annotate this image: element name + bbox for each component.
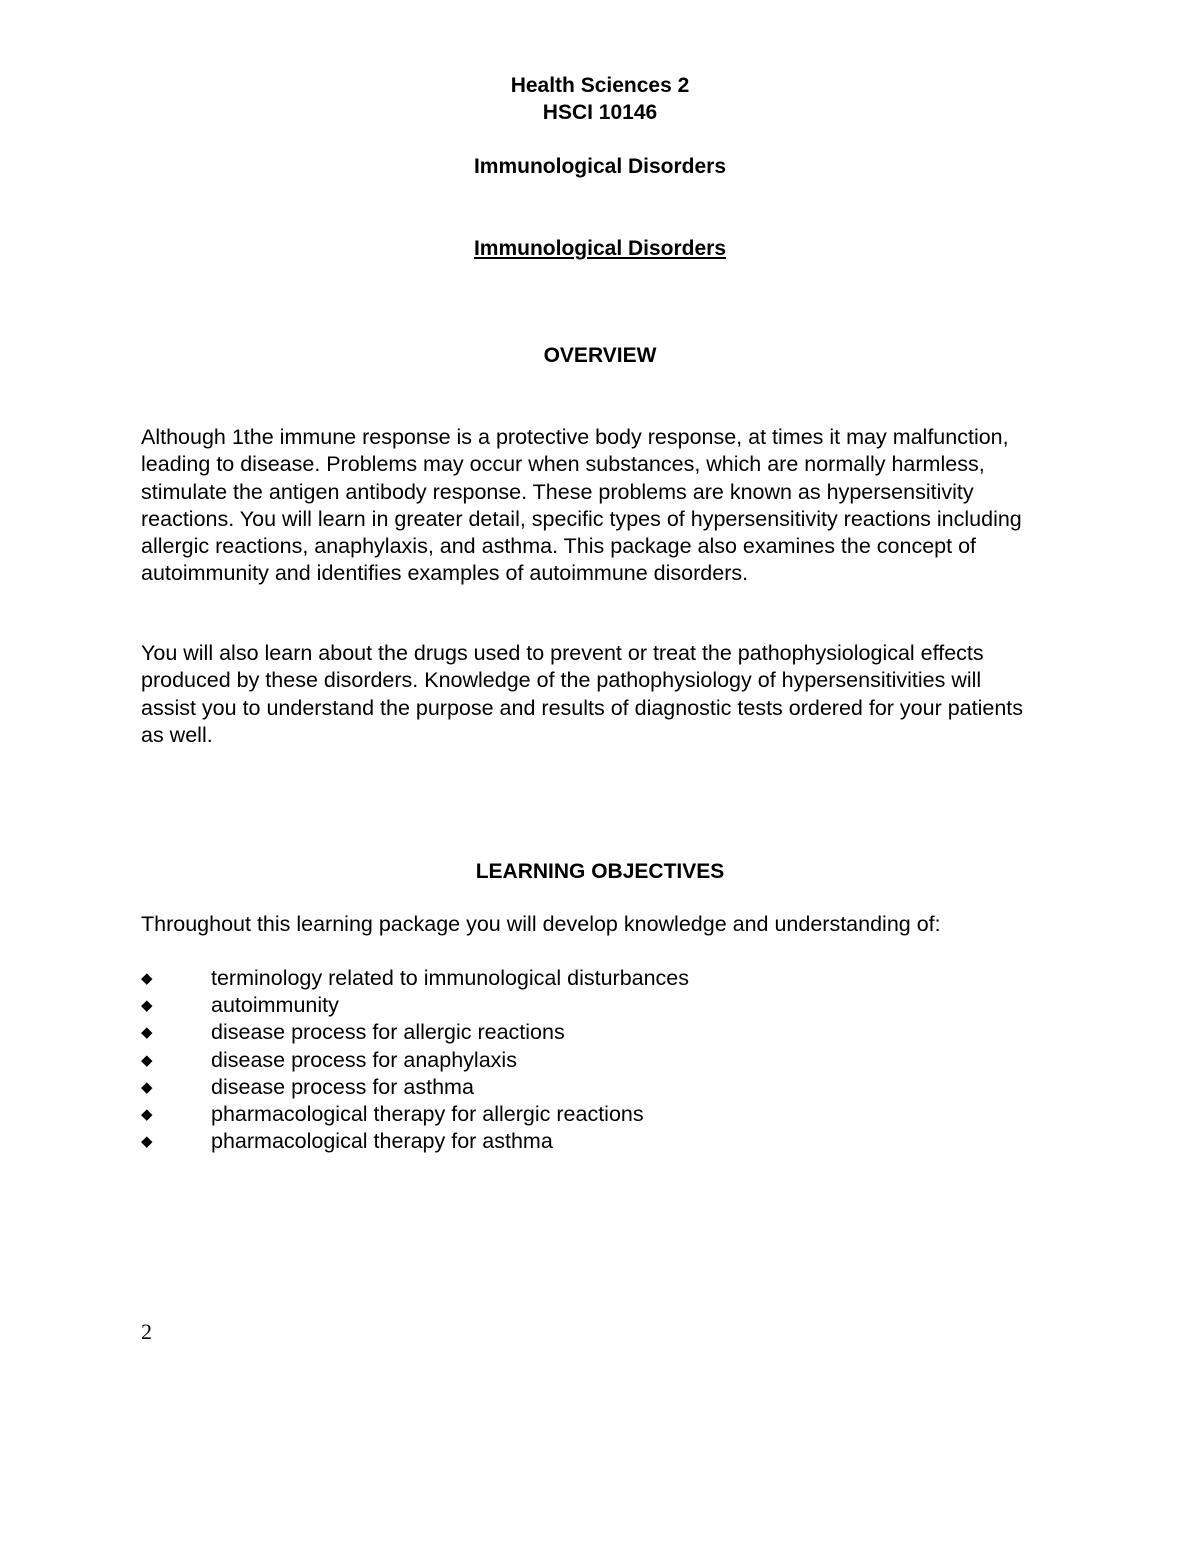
diamond-bullet-icon: ◆ xyxy=(141,1024,153,1042)
list-item xyxy=(141,1047,1041,1074)
list-item-text: disease process for anaphylaxis xyxy=(211,1047,517,1072)
list-item xyxy=(141,1101,1041,1128)
diamond-bullet-icon: ◆ xyxy=(141,1105,153,1123)
overview-heading: OVERVIEW xyxy=(543,344,657,367)
list-item xyxy=(141,1074,1041,1101)
module-title: Immunological Disorders xyxy=(473,155,727,178)
diamond-bullet-icon: ◆ xyxy=(141,1051,153,1069)
learning-objectives-intro: Throughout this learning package you will develop knowledge and understanding of: xyxy=(141,912,941,936)
diamond-bullet-icon: ◆ xyxy=(141,970,153,987)
diamond-bullet-icon: ◆ xyxy=(141,1133,153,1151)
learning-objectives-list xyxy=(141,965,1041,1155)
overview-paragraph-2: You will also learn about the drugs used to prevent or treat the pathophysiological effects produced by these disorders. Knowledge of the pathophysiology of hypersensitivities will assist you to understand the purpose and results of diagnostic tests ordered for your patients as well. xyxy=(141,641,1024,747)
course-code: HSCI 10146 xyxy=(542,101,658,124)
list-item xyxy=(141,1128,1041,1155)
list-item-text: terminology related to immunological disturbances xyxy=(211,966,690,990)
list-item-text: disease process for allergic reactions xyxy=(211,1020,565,1045)
section-title: Immunological Disorders xyxy=(473,237,727,260)
diamond-bullet-icon: ◆ xyxy=(141,1078,153,1096)
list-item-text: autoimmunity xyxy=(211,993,339,1018)
list-item-text: disease process for asthma xyxy=(211,1074,474,1099)
course-name: Health Sciences 2 xyxy=(510,74,690,97)
list-item xyxy=(141,965,1041,992)
list-item-text: pharmacological therapy for asthma xyxy=(211,1129,553,1154)
list-item-text: pharmacological therapy for allergic reactions xyxy=(211,1101,644,1126)
page-number: 2 xyxy=(141,1319,152,1344)
overview-paragraph-1: Although 1the immune response is a protective body response, at times it may malfunction, leading to disease. Problems may occur when substances, which are normally harmless, stimulate the antigen antibody response. These problems are known as hypersensitivity reactions. You will learn in greater detail, specific types of hypersensitivity reactions including allergic reactions, anaphylaxis, and asthma. This package also examines the concept of autoimmunity and identifies examples of autoimmune disorders. xyxy=(141,425,1022,586)
list-item xyxy=(141,1019,1041,1046)
list-item xyxy=(141,992,1041,1019)
diamond-bullet-icon: ◆ xyxy=(141,997,153,1015)
learning-objectives-heading: LEARNING OBJECTIVES xyxy=(475,860,725,883)
